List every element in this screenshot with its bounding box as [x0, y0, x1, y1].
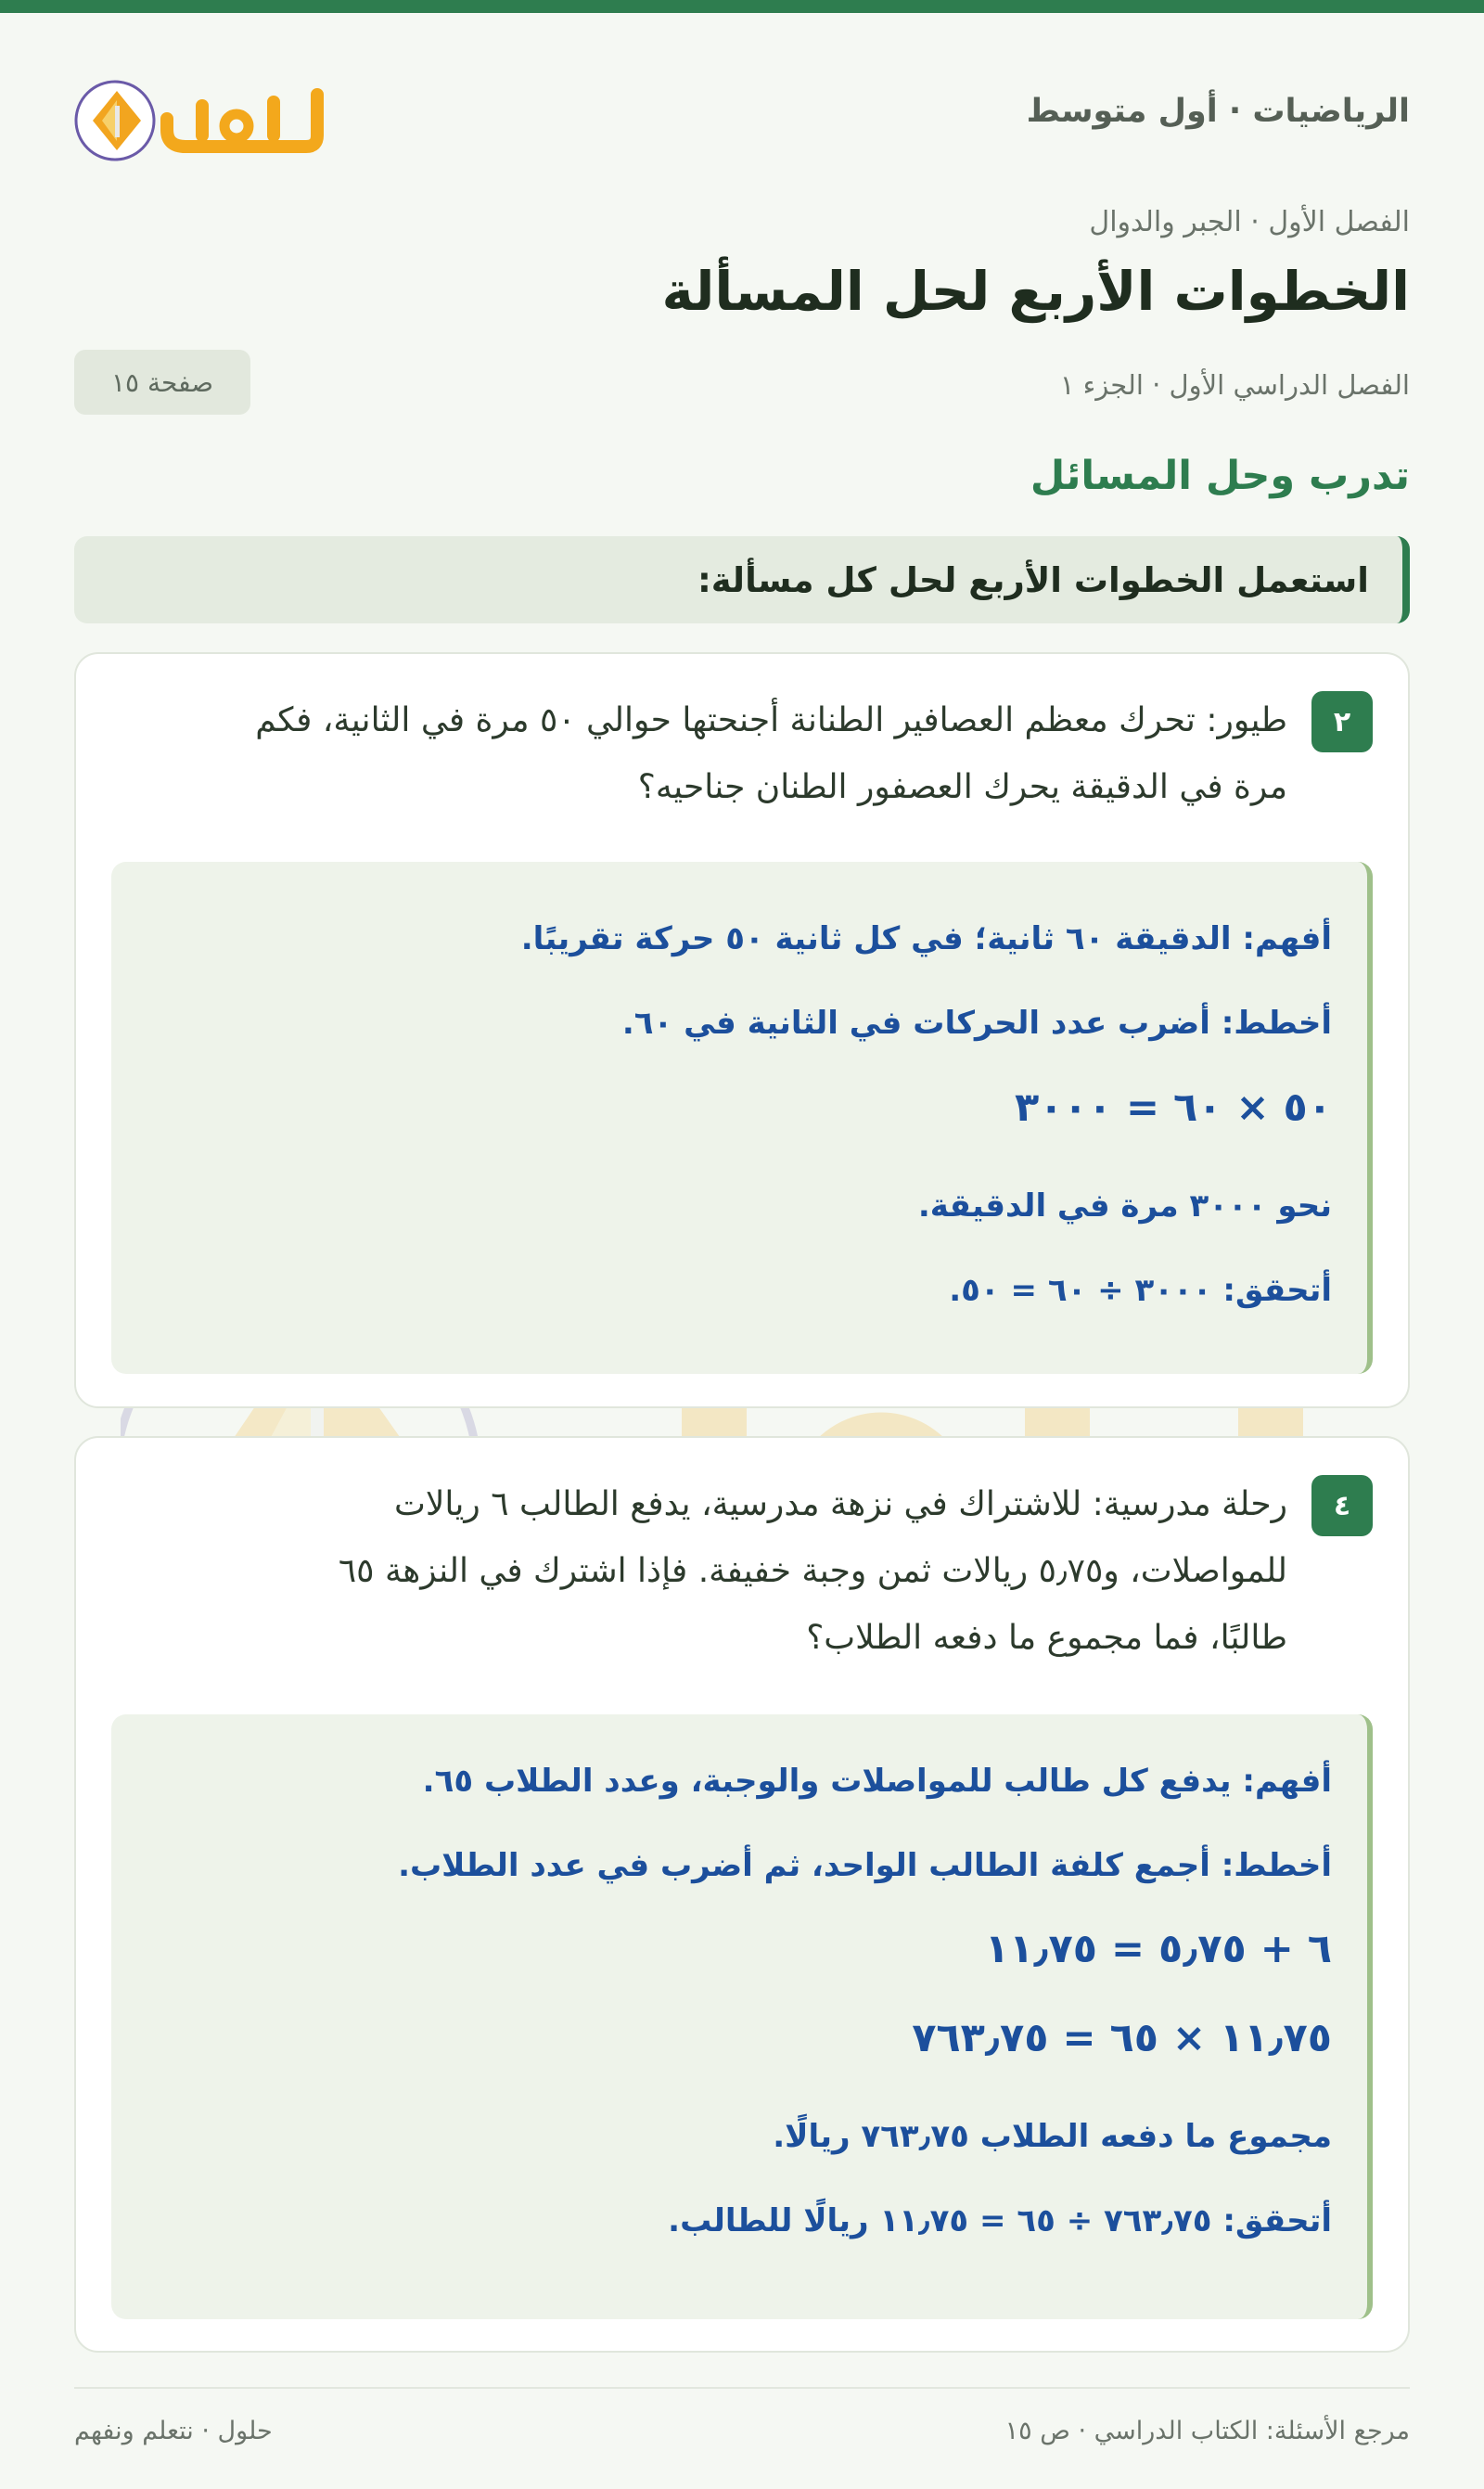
question-text-line: مرة في الدقيقة يحرك العصفور الطنان جناحيه؟: [637, 768, 1287, 806]
instruction-banner: [74, 536, 1410, 623]
answer-result: نحو ٣٠٠٠ مرة في الدقيقة.: [917, 1187, 1332, 1225]
semester-label: الفصل الدراسي الأول · الجزء ١: [1059, 369, 1410, 401]
answer-plan: أخطط: أضرب عدد الحركات في الثانية في ٦٠.: [621, 1005, 1332, 1042]
answer-equation: ٥٠ × ٦٠ = ٣٠٠٠: [1015, 1084, 1332, 1131]
question-text-line: طيور: تحرك معظم العصافير الطنانة أجنحتها حوالي ٥٠ مرة في الثانية، فكم: [255, 701, 1287, 739]
footer-tagline: حلول · نتعلم ونفهم: [74, 2417, 273, 2445]
answer-equation: ٦ + ٥٫٧٥ = ١١٫٧٥: [984, 1926, 1332, 1972]
top-accent-bar: [0, 0, 1484, 13]
question-text-line: للمواصلات، و٥٫٧٥ ريالات ثمن وجبة خفيفة. فإذا اشترك في النزهة ٦٥: [338, 1552, 1287, 1590]
answer-equation: ١١٫٧٥ × ٦٥ = ٧٦٣٫٧٥: [912, 2015, 1332, 2061]
answer-result: مجموع ما دفعه الطلاب ٧٦٣٫٧٥ ريالًا.: [773, 2118, 1332, 2155]
footer-reference: مرجع الأسئلة: الكتاب الدراسي · ص ١٥: [1004, 2417, 1410, 2445]
question-number-badge: ٤: [1311, 1475, 1373, 1536]
answer-check: أتحقق: ٣٠٠٠ ÷ ٦٠ = ٥٠.: [949, 1272, 1332, 1309]
answer-check: أتحقق: ٧٦٣٫٧٥ ÷ ٦٥ = ١١٫٧٥ ريالًا للطالب.: [668, 2202, 1332, 2239]
footer-divider: [74, 2387, 1410, 2389]
question-number-badge: ٢: [1311, 691, 1373, 752]
question-text: [113, 687, 1287, 821]
question-text-line: رحلة مدرسية: للاشتراك في نزهة مدرسية، يدفع الطالب ٦ ريالات: [393, 1485, 1287, 1523]
page-title: الخطوات الأربع لحل المسألة: [661, 260, 1410, 323]
question-card: [74, 652, 1410, 1408]
answer-box: [111, 1714, 1373, 2319]
question-card: [74, 1436, 1410, 2353]
section-title: تدرب وحل المسائل: [1030, 453, 1410, 499]
hulool-logo[interactable]: [74, 74, 334, 167]
instruction-text: استعمل الخطوات الأربع لحل كل مسألة:: [697, 559, 1369, 600]
answer-understand: أفهم: الدقيقة ٦٠ ثانية؛ في كل ثانية ٥٠ حركة تقريبًا.: [520, 920, 1332, 957]
page-number-badge: صفحة ١٥: [74, 350, 250, 415]
breadcrumb[interactable]: الفصل الأول · الجبر والدوال: [1089, 206, 1410, 238]
answer-box: [111, 862, 1373, 1374]
page-header: [74, 56, 1410, 176]
answer-plan: أخطط: أجمع كلفة الطالب الواحد، ثم أضرب في عدد الطلاب.: [398, 1847, 1332, 1884]
question-text-line: طالبًا، فما مجموع ما دفعه الطلاب؟: [806, 1619, 1287, 1657]
answer-understand: أفهم: يدفع كل طالب للمواصلات والوجبة، وعدد الطلاب ٦٥.: [422, 1763, 1332, 1800]
question-text: [113, 1471, 1287, 1672]
subject-grade-label: الرياضيات · أول متوسط: [1026, 93, 1410, 130]
